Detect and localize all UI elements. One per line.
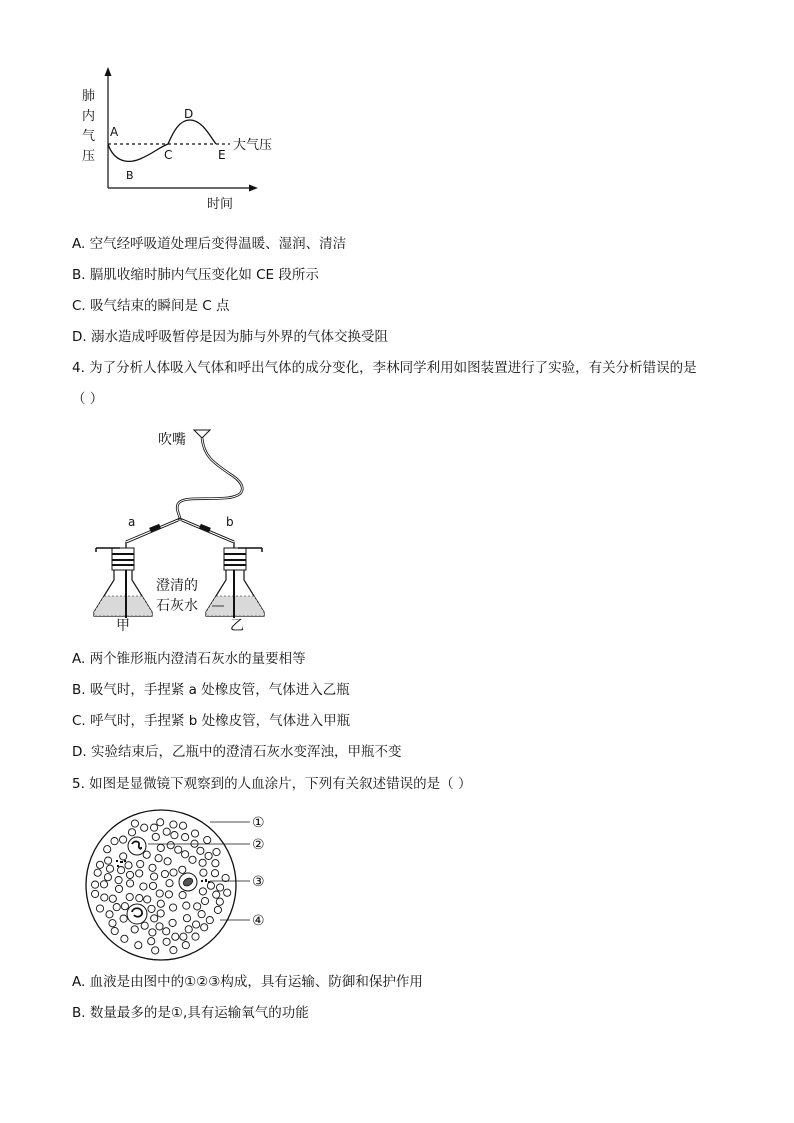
red-blood-cell <box>131 820 138 827</box>
red-blood-cell <box>128 829 135 836</box>
red-blood-cell <box>198 911 205 918</box>
red-blood-cell <box>105 857 112 864</box>
red-blood-cell <box>101 894 108 901</box>
q5-stem: 5. 如图是显微镜下观察到的人血涂片，下列有关叙述错误的是（ ） <box>72 776 472 792</box>
red-blood-cell <box>92 881 99 888</box>
red-blood-cell <box>131 926 138 933</box>
red-blood-cell <box>163 938 170 945</box>
label-2: ② <box>252 837 265 853</box>
point-b-label: B <box>126 169 134 182</box>
mouth-tube <box>177 438 242 518</box>
red-blood-cell <box>207 882 214 889</box>
red-blood-cell <box>111 838 118 845</box>
red-blood-cell <box>141 922 148 929</box>
red-blood-cell <box>170 869 177 876</box>
red-blood-cell <box>111 927 118 934</box>
red-blood-cell <box>157 819 164 826</box>
red-blood-cell <box>121 935 128 942</box>
red-blood-cell <box>217 884 224 891</box>
red-blood-cell <box>180 933 187 940</box>
label-3: ③ <box>252 874 265 890</box>
red-blood-cell <box>182 834 189 841</box>
q3-option-b: B. 膈肌收缩时肺内气压变化如 CE 段所示 <box>72 267 319 283</box>
red-blood-cell <box>140 883 147 890</box>
red-blood-cell <box>164 858 171 865</box>
flask-left-label: 甲 <box>116 618 130 632</box>
red-blood-cell <box>151 915 158 922</box>
red-blood-cell <box>193 921 200 928</box>
red-blood-cell <box>199 888 206 895</box>
red-blood-cell <box>204 836 211 843</box>
red-blood-cell <box>213 891 220 898</box>
q3-option-d: D. 溺水造成呼吸暂停是因为肺与外界的气体交换受阻 <box>72 329 388 345</box>
red-blood-cell <box>206 917 213 924</box>
red-blood-cell <box>161 870 168 877</box>
point-e-label: E <box>218 148 226 162</box>
red-blood-cell <box>155 855 162 862</box>
red-blood-cell <box>127 880 134 887</box>
red-blood-cell <box>170 821 177 828</box>
red-blood-cell <box>152 947 159 954</box>
red-blood-cell <box>179 892 186 899</box>
red-blood-cell <box>213 848 220 855</box>
red-blood-cell <box>157 844 164 851</box>
red-blood-cell <box>148 905 155 912</box>
red-blood-cell <box>179 866 186 873</box>
liquid-label-line1: 澄清的 <box>156 578 198 594</box>
red-blood-cell <box>200 869 207 876</box>
x-axis-label: 时间 <box>207 197 234 212</box>
red-blood-cell <box>172 933 179 940</box>
red-blood-cell <box>197 847 204 854</box>
y-axis-label-3: 气 <box>82 129 96 144</box>
red-blood-cell <box>157 900 164 907</box>
red-blood-cell <box>136 895 143 902</box>
red-blood-cell <box>118 867 125 874</box>
red-blood-cell <box>115 885 122 892</box>
red-blood-cell <box>192 933 199 940</box>
label-4: ④ <box>252 913 265 929</box>
red-blood-cell <box>151 824 158 831</box>
red-blood-cell <box>106 865 113 872</box>
clip-b-label: b <box>226 515 234 529</box>
y-axis-label-2: 内 <box>82 109 96 124</box>
red-blood-cell <box>135 942 142 949</box>
red-blood-cell <box>113 904 120 911</box>
blood-smear-figure <box>80 806 280 962</box>
red-blood-cell <box>175 846 182 853</box>
red-blood-cell <box>151 873 158 880</box>
red-blood-cell <box>149 929 156 936</box>
point-a-label: A <box>110 125 119 139</box>
red-blood-cell <box>104 846 111 853</box>
white-blood-cell <box>128 837 146 855</box>
red-blood-cell <box>166 880 173 887</box>
red-blood-cell <box>94 869 101 876</box>
red-blood-cell <box>170 947 177 954</box>
lung-pressure-graph <box>70 62 300 212</box>
q5-option-b: B. 数量最多的是①,具有运输氧气的功能 <box>72 1005 309 1021</box>
red-blood-cell <box>144 896 151 903</box>
red-blood-cell <box>106 911 113 918</box>
red-blood-cell <box>152 833 159 840</box>
label-1: ① <box>252 815 265 831</box>
red-blood-cell <box>222 874 229 881</box>
red-blood-cell <box>120 836 127 843</box>
red-blood-cell <box>137 860 144 867</box>
red-blood-cell <box>163 828 170 835</box>
red-blood-cell <box>170 904 177 911</box>
red-blood-cell <box>126 871 133 878</box>
flask-right-label: 乙 <box>230 618 244 632</box>
red-blood-cell <box>182 851 189 858</box>
red-blood-cell <box>96 861 103 868</box>
y-axis-arrow <box>105 67 112 76</box>
red-blood-cell <box>194 903 201 910</box>
red-blood-cell <box>171 832 178 839</box>
red-blood-cell <box>169 919 176 926</box>
red-blood-cell <box>183 915 190 922</box>
x-axis-arrow <box>249 185 258 192</box>
red-blood-cell <box>104 874 111 881</box>
red-blood-cell <box>179 822 186 829</box>
red-blood-cell <box>96 905 103 912</box>
red-blood-cell <box>109 895 116 902</box>
red-blood-cell <box>224 889 231 896</box>
red-blood-cell <box>191 830 198 837</box>
red-blood-cell <box>157 910 164 917</box>
red-blood-cell <box>148 938 155 945</box>
red-blood-cell <box>149 882 156 889</box>
red-blood-cell <box>216 898 223 905</box>
liquid-label-line2: 石灰水 <box>156 598 198 614</box>
atmospheric-pressure-label: 大气压 <box>233 138 273 153</box>
pressure-curve <box>108 120 216 161</box>
red-blood-cell <box>136 870 143 877</box>
q4-answer-paren: （ ） <box>72 391 104 407</box>
white-blood-cell <box>179 873 197 891</box>
red-blood-cell <box>149 864 156 871</box>
q4-stem: 4. 为了分析人体吸入气体和呼出气体的成分变化，李林同学利用如图装置进行了实验，有关分析错误的是 <box>72 360 697 376</box>
q4-option-c: C. 呼气时，手捏紧 b 处橡皮管，气体进入甲瓶 <box>72 713 351 729</box>
red-blood-cell <box>211 870 218 877</box>
red-blood-cell <box>92 890 99 897</box>
red-blood-cell <box>189 856 196 863</box>
q4-option-d: D. 实验结束后，乙瓶中的澄清石灰水变浑浊，甲瓶不变 <box>72 744 402 760</box>
white-blood-cell <box>127 904 147 924</box>
red-blood-cell <box>109 920 116 927</box>
red-blood-cell <box>156 890 163 897</box>
red-blood-cell <box>121 903 128 910</box>
red-blood-cell <box>201 897 208 904</box>
point-c-label: C <box>164 148 173 162</box>
y-axis-label-1: 肺 <box>82 89 96 104</box>
red-blood-cell <box>141 824 148 831</box>
red-blood-cell <box>100 881 107 888</box>
red-blood-cell <box>125 862 132 869</box>
breath-experiment-apparatus <box>86 422 286 632</box>
point-d-label: D <box>184 107 194 121</box>
q3-option-c: C. 吸气结束的瞬间是 C 点 <box>72 298 230 314</box>
red-blood-cell <box>120 853 127 860</box>
red-blood-cell <box>167 842 174 849</box>
red-blood-cell <box>205 852 212 859</box>
mouthpiece-label: 吹嘴 <box>158 432 186 448</box>
clip-a-label: a <box>128 515 136 529</box>
red-blood-cell <box>201 924 208 931</box>
q4-option-b: B. 吸气时，手捏紧 a 处橡皮管，气体进入乙瓶 <box>72 682 350 698</box>
red-blood-cell <box>126 893 133 900</box>
flask-left <box>94 548 152 616</box>
red-blood-cell <box>115 877 122 884</box>
red-blood-cell <box>183 902 190 909</box>
red-blood-cell <box>120 915 127 922</box>
red-blood-cell <box>199 859 206 866</box>
q5-option-a: A. 血液是由图中的①②③构成，具有运输、防御和保护作用 <box>72 974 423 990</box>
q3-option-a: A. 空气经呼吸道处理后变得温暖、湿润、清洁 <box>72 236 347 252</box>
y-axis-label-4: 压 <box>82 149 96 164</box>
red-blood-cell <box>156 923 163 930</box>
red-blood-cell <box>163 928 170 935</box>
red-blood-cell <box>214 906 221 913</box>
mouthpiece-icon <box>194 430 210 438</box>
red-blood-cell <box>182 942 189 949</box>
red-blood-cell <box>165 891 172 898</box>
red-blood-cell <box>212 860 219 867</box>
red-blood-cell <box>185 926 192 933</box>
q4-option-a: A. 两个锥形瓶内澄清石灰水的量要相等 <box>72 651 306 667</box>
